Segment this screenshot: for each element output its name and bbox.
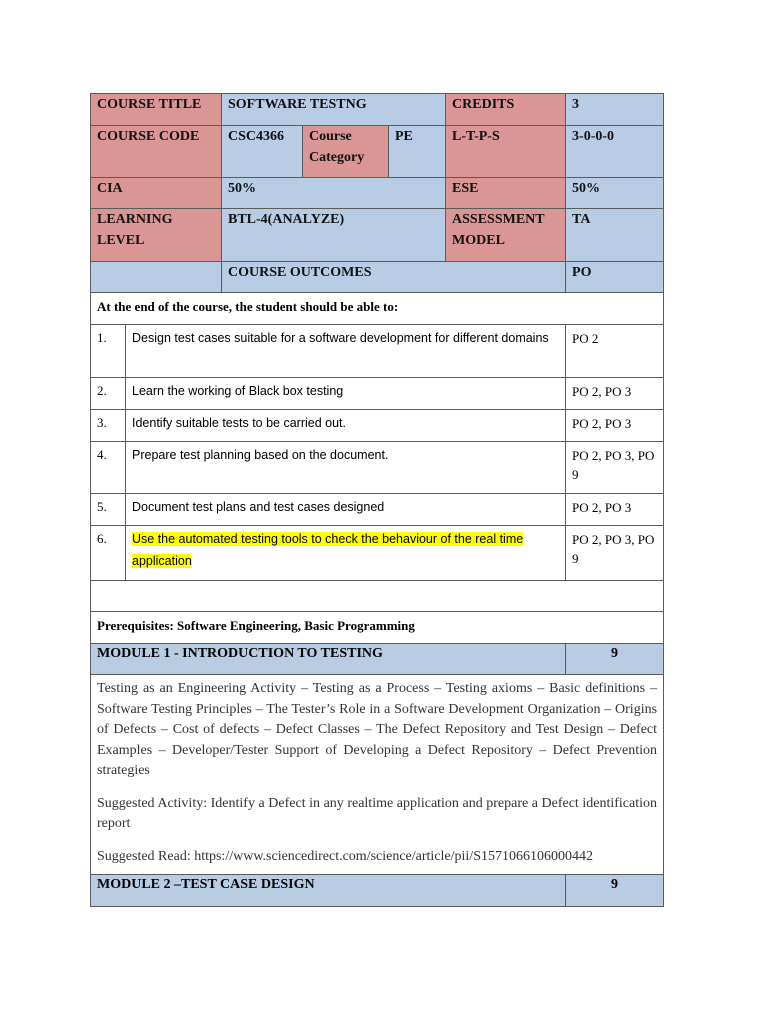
- row-learning-level: [91, 209, 664, 262]
- course-title-value: SOFTWARE TESTNG: [222, 94, 446, 126]
- assessment-model-value: TA: [566, 209, 664, 262]
- module-1-read: Suggested Read: https://www.sciencedirect.com/science/article/pii/S1571066106000442: [97, 848, 593, 864]
- row-prerequisites: [91, 612, 664, 644]
- outcome-po: PO 2, PO 3: [566, 378, 664, 410]
- course-outcomes-label: COURSE OUTCOMES: [222, 262, 566, 293]
- outcome-number: 1.: [91, 325, 126, 378]
- prerequisites: Prerequisites: Software Engineering, Basic Programming: [91, 612, 664, 644]
- credits-label: CREDITS: [446, 94, 566, 126]
- module-1-topics: Testing as an Engineering Activity – Testing as a Process – Testing axioms – Basic definitions – Software Testing Principles – The Tester’s Role in a Software Development Organization – Origins of Defects – Cost of defects – Defect Classes – The Defect Repository and Test Design – Defect Examples – Developer/Tester Support of Developing a Defect Repository – Defect Prevention strategies: [97, 681, 658, 778]
- module-1-title: MODULE 1 - INTRODUCTION TO TESTING: [91, 644, 566, 675]
- credits-value: 3: [566, 94, 664, 126]
- outcome-number: 5.: [91, 494, 126, 526]
- row-cia-ese: [91, 178, 664, 209]
- ltps-label: L-T-P-S: [446, 126, 566, 178]
- outcome-text: Learn the working of Black box testing: [126, 378, 566, 410]
- outcome-po: PO 2, PO 3: [566, 494, 664, 526]
- course-category-label: Course Category: [303, 126, 389, 178]
- row-course-title: [91, 94, 664, 126]
- row-course-code: [91, 126, 664, 178]
- blank-cell: [91, 262, 222, 293]
- syllabus-document: [90, 93, 663, 907]
- module-1-header: [91, 644, 664, 675]
- module-2-header: [91, 875, 664, 907]
- row-intro: [91, 293, 664, 325]
- outcome-number: 6.: [91, 526, 126, 581]
- outcome-row: [91, 325, 664, 378]
- cia-value: 50%: [222, 178, 446, 209]
- outcome-text-highlighted: [126, 526, 566, 581]
- module-1-hours: 9: [566, 644, 664, 675]
- course-title-label: COURSE TITLE: [91, 94, 222, 126]
- outcome-row: [91, 494, 664, 526]
- module-2-hours: 9: [566, 875, 664, 907]
- cia-label: CIA: [91, 178, 222, 209]
- outcome-number: 4.: [91, 442, 126, 494]
- outcome-row: [91, 442, 664, 494]
- po-label: PO: [566, 262, 664, 293]
- learning-level-value: BTL-4(ANALYZE): [222, 209, 446, 262]
- course-code-label: COURSE CODE: [91, 126, 222, 178]
- outcome-po: PO 2, PO 3, PO 9: [566, 526, 664, 581]
- outcome-text: Design test cases suitable for a software development for different domains: [126, 325, 566, 378]
- row-course-outcomes-header: [91, 262, 664, 293]
- ese-value: 50%: [566, 178, 664, 209]
- course-category-value: PE: [389, 126, 446, 178]
- syllabus-table: [90, 93, 664, 907]
- outcome-number: 2.: [91, 378, 126, 410]
- outcome-text: Identify suitable tests to be carried out.: [126, 410, 566, 442]
- learning-level-label: LEARNING LEVEL: [91, 209, 222, 262]
- module-1-activity: Suggested Activity: Identify a Defect in any realtime application and prepare a Defect identification report: [97, 795, 658, 831]
- outcomes-intro: At the end of the course, the student should be able to:: [91, 293, 664, 325]
- outcome-row: [91, 526, 664, 581]
- outcome-text: Document test plans and test cases designed: [126, 494, 566, 526]
- outcome-po: PO 2, PO 3: [566, 410, 664, 442]
- outcome-row: [91, 378, 664, 410]
- outcome-number: 3.: [91, 410, 126, 442]
- ltps-value: 3-0-0-0: [566, 126, 664, 178]
- assessment-model-label: ASSESSMENT MODEL: [446, 209, 566, 262]
- module-1-content-row: [91, 675, 664, 875]
- outcome-po: PO 2, PO 3, PO 9: [566, 442, 664, 494]
- module-2-title: MODULE 2 –TEST CASE DESIGN: [91, 875, 566, 907]
- outcome-text: Prepare test planning based on the document.: [126, 442, 566, 494]
- module-1-content: [91, 675, 664, 875]
- blank-row-cell: [91, 581, 664, 612]
- highlighted-text: Use the automated testing tools to check the behaviour of the real time application: [132, 532, 524, 568]
- ese-label: ESE: [446, 178, 566, 209]
- outcome-po: PO 2: [566, 325, 664, 378]
- outcome-row: [91, 410, 664, 442]
- course-code-value: CSC4366: [222, 126, 303, 178]
- row-blank: [91, 581, 664, 612]
